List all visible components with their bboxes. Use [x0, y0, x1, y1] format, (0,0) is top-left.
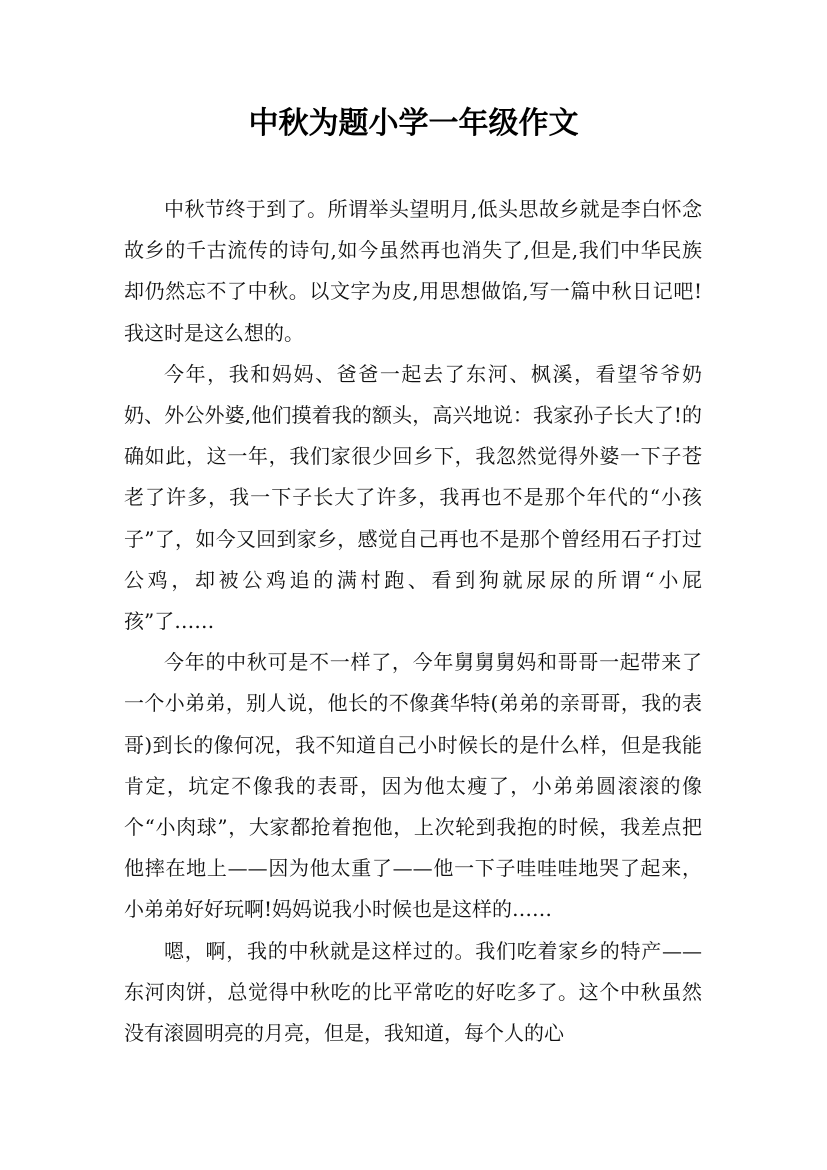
paragraph-4: 嗯，啊，我的中秋就是这样过的。我们吃着家乡的特产——东河肉饼，总觉得中秋吃的比平常吃的好吃多了。这个中秋虽然没有滚圆明亮的月亮，但是，我知道，每个人的心 [124, 938, 702, 1046]
paragraph-3: 今年的中秋可是不一样了，今年舅舅舅妈和哥哥一起带来了一个小弟弟，别人说，他长的不像龚华特(弟弟的亲哥哥，我的表哥)到长的像何况，我不知道自己小时候长的是什么样，但是我能肯定，坑定不像我的表哥，因为他太瘦了，小弟弟圆滚滚的像个“小肉球”，大家都抢着抱他，上次轮到我抱的时候，我差点把他摔在地上——因为他太重了——他一下子哇哇哇地哭了起来，小弟弟好好玩啊!妈妈说我小时候也是这样的…… [124, 650, 702, 922]
document-title: 中秋为题小学一年级作文 [248, 106, 579, 141]
document-body [124, 189, 702, 1054]
paragraph-1: 中秋节终于到了。所谓举头望明月,低头思故乡就是李白怀念故乡的千古流传的诗句,如今虽然再也消失了,但是,我们中华民族却仍然忘不了中秋。以文字为皮,用思想做馅,写一篇中秋日记吧!我这时是这么想的。 [124, 197, 702, 345]
paragraph-2: 今年，我和妈妈、爸爸一起去了东河、枫溪，看望爷爷奶奶、外公外婆,他们摸着我的额头，高兴地说：我家孙子长大了!的确如此，这一年，我们家很少回乡下，我忽然觉得外婆一下子苍老了许多，我一下子长大了许多，我再也不是那个年代的“小孩子”了，如今又回到家乡，感觉自己再也不是那个曾经用石子打过公鸡，却被公鸡追的满村跑、看到狗就尿尿的所谓“小屁孩”了…… [124, 361, 702, 634]
